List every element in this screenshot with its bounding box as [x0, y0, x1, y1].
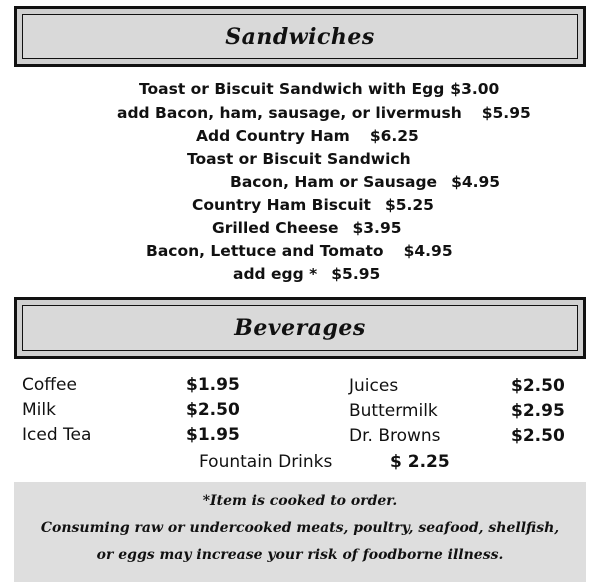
sandwich-item-name: Bacon, Lettuce and Tomato [146, 242, 384, 260]
beverage-price: $1.95 [186, 425, 240, 445]
beverage-price: $2.50 [511, 376, 565, 396]
beverage-name: Dr. Browns [349, 426, 441, 446]
sandwich-item-name: Toast or Biscuit Sandwich [187, 150, 411, 168]
sandwich-item-name: add egg * [233, 265, 318, 283]
sandwich-item [233, 265, 380, 283]
beverage-price: $2.95 [511, 401, 565, 421]
sandwich-item [230, 173, 500, 191]
beverage-price: $1.95 [186, 375, 240, 395]
sandwich-item-price: $6.25 [369, 127, 419, 145]
beverage-name: Buttermilk [349, 401, 438, 421]
sandwich-item-name: Country Ham Biscuit [192, 196, 371, 214]
sandwich-item-price: $3.00 [450, 80, 500, 98]
beverage-price: $2.50 [511, 426, 565, 446]
sandwich-item [187, 150, 411, 168]
sandwich-item-price: $4.95 [451, 173, 501, 191]
sandwich-item [146, 242, 453, 260]
sandwiches-header-banner [14, 6, 586, 67]
beverage-price: $2.50 [186, 400, 240, 420]
beverage-name: Juices [349, 376, 399, 396]
sandwich-item-price: $5.25 [384, 196, 434, 214]
sandwich-item-price: $5.95 [331, 265, 381, 283]
sandwich-item-name: Grilled Cheese [212, 219, 339, 237]
sandwich-item-price: $5.95 [481, 104, 531, 122]
notice-warning-line: Consuming raw or undercooked meats, poultry, seafood, shellfish, [40, 520, 560, 536]
beverages-header-banner [14, 297, 586, 359]
notice-warning-line: or eggs may increase your risk of foodborne illness. [96, 547, 504, 563]
sandwich-item [117, 104, 531, 122]
notice-cooked-to-order: *Item is cooked to order. [202, 493, 398, 509]
food-safety-notice [14, 482, 586, 582]
sandwiches-header-inner [22, 14, 578, 59]
sandwich-item [139, 80, 499, 98]
sandwich-item-name: add Bacon, ham, sausage, or livermush [117, 104, 462, 122]
sandwich-item [196, 127, 419, 145]
beverage-name: Coffee [22, 375, 77, 395]
fountain-drinks-name: Fountain Drinks [199, 452, 333, 472]
beverages-header-inner [22, 305, 578, 351]
sandwich-item-price: $3.95 [352, 219, 402, 237]
sandwiches-title: Sandwiches [225, 23, 375, 50]
sandwich-item [212, 219, 402, 237]
beverages-title: Beverages [234, 315, 366, 341]
sandwich-item-name: Bacon, Ham or Sausage [230, 173, 438, 191]
beverage-name: Iced Tea [22, 425, 92, 445]
sandwich-item-name: Add Country Ham [196, 127, 350, 145]
fountain-drinks-price: $ 2.25 [390, 452, 450, 472]
sandwich-item-name: Toast or Biscuit Sandwich with Egg [139, 80, 445, 98]
beverage-name: Milk [22, 400, 56, 420]
sandwich-item [192, 196, 434, 214]
sandwich-item-price: $4.95 [403, 242, 453, 260]
